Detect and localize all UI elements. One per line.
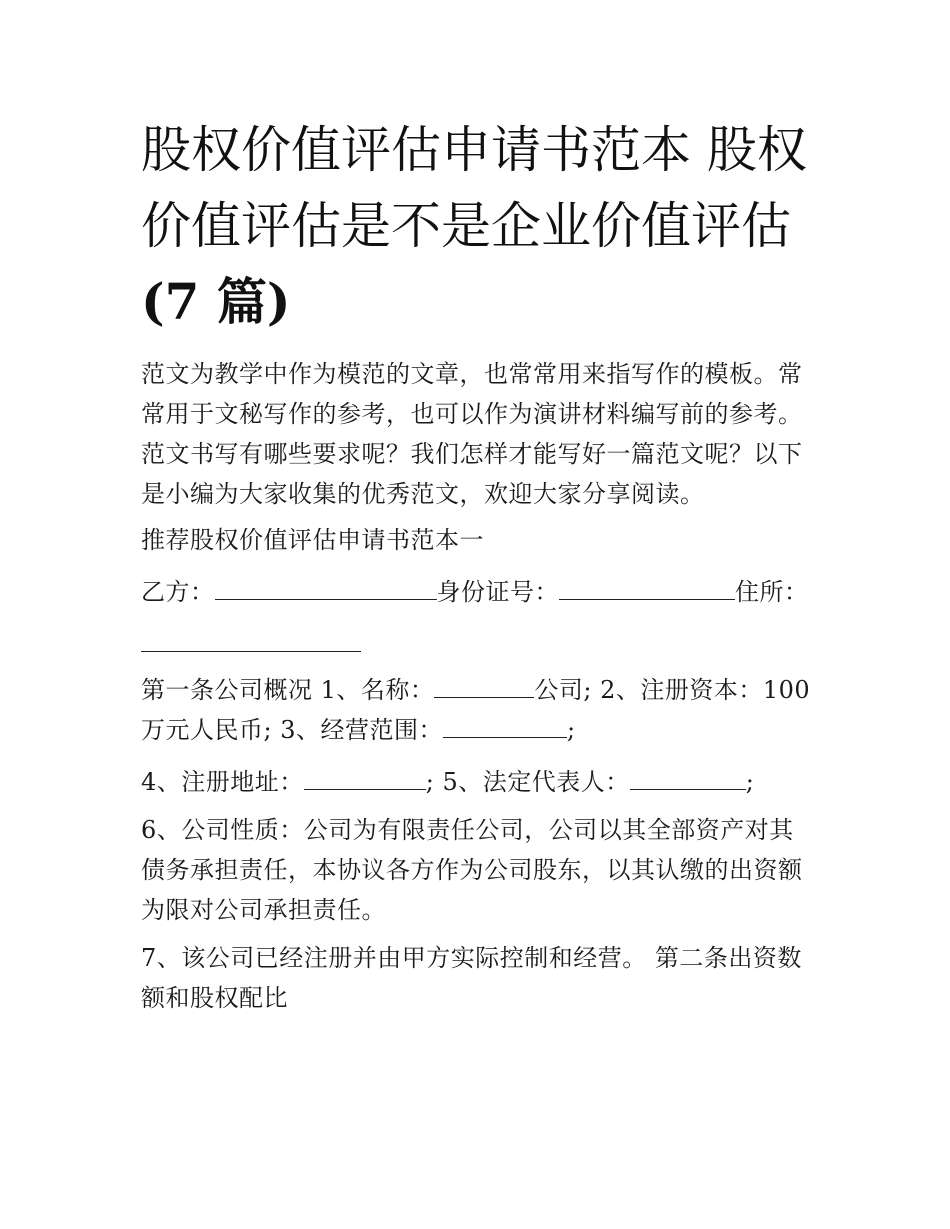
- business-scope-blank: [443, 713, 567, 738]
- article-1-name-label: 第一条公司概况 1、名称：: [141, 676, 435, 704]
- company-name-blank: [434, 673, 534, 698]
- title-line-2: 价值评估是不是企业价值评估: [141, 197, 791, 255]
- article-1-line-3: [141, 762, 817, 802]
- item-7-paragraph: 7、该公司已经注册并由甲方实际控制和经营。 第二条出资数额和股权配比: [141, 944, 802, 1012]
- document-body: [141, 112, 817, 1018]
- id-number-blank: [559, 575, 735, 600]
- title-line-3: (7 篇): [141, 272, 291, 331]
- party-b-label: 乙方：: [141, 578, 215, 606]
- item-6-paragraph: 6、公司性质：公司为有限责任公司，公司以其全部资产对其债务承担责任，本协议各方作为公司股东，以其认缴的出资额为限对公司承担责任。: [141, 816, 803, 924]
- article-1-capital: 公司; 2、注册资本：100: [534, 676, 811, 704]
- registered-address-label: 4、注册地址：: [141, 768, 304, 796]
- document-title: [141, 112, 817, 340]
- registered-address-blank: [304, 765, 426, 790]
- id-number-label: 身份证号：: [436, 578, 559, 606]
- title-line-1: 股权价值评估申请书范本 股权: [141, 121, 807, 179]
- article-1-scope-end: ;: [566, 716, 576, 744]
- article-1-scope-label: 万元人民币; 3、经营范围：: [141, 716, 443, 744]
- legal-rep-label: ; 5、法定代表人：: [425, 768, 630, 796]
- article-1-line-1: [141, 670, 817, 710]
- address-blank-line: [141, 624, 817, 652]
- section-heading: 推荐股权价值评估申请书范本一: [141, 526, 484, 554]
- address-blank: [141, 627, 361, 652]
- article-1-line-2: [141, 710, 817, 750]
- party-b-line: [141, 572, 817, 612]
- party-b-blank: [215, 575, 437, 600]
- intro-paragraph: 范文为教学中作为模范的文章，也常常用来指写作的模板。常常用于文秘写作的参考，也可以作为演讲材料编写前的参考。范文书写有哪些要求呢？我们怎样才能写好一篇范文呢？以下是小编为大家收集的优秀范文，欢迎大家分享阅读。: [141, 360, 803, 508]
- legal-rep-blank: [630, 765, 746, 790]
- legal-rep-end: ;: [745, 768, 755, 796]
- address-label: 住所：: [735, 578, 809, 606]
